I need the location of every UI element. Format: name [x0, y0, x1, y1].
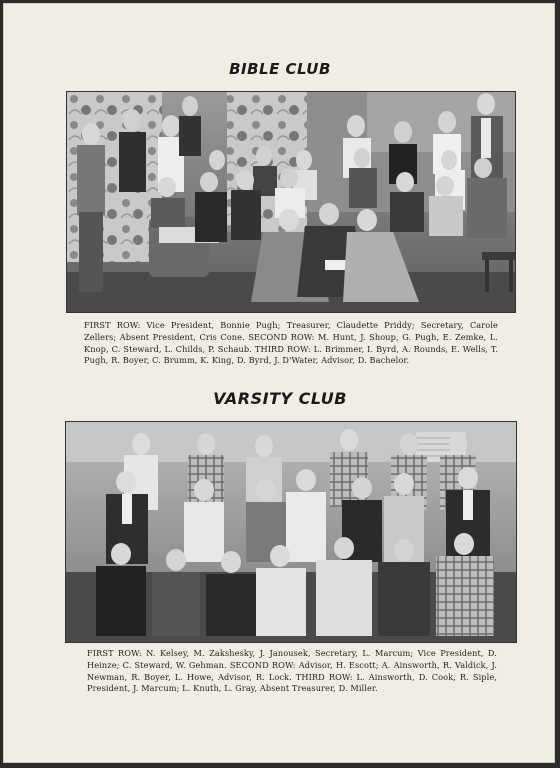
varsity-club-photo: [65, 421, 517, 643]
bible-club-photo: [66, 91, 516, 313]
bible-club-heading: BIBLE CLUB: [229, 60, 331, 78]
varsity-club-heading: VARSITY CLUB: [213, 389, 347, 408]
yearbook-page: [3, 3, 555, 763]
varsity-club-caption: FIRST ROW: N. Kelsey, M. Zakshesky, J. Janousek, Secretary, L. Marcum; Vice President, D. Heinze; C. Steward, W. Gehman. SECOND ROW: Advisor, H. Escott; A. Ainsworth, R. Valdick, J. Newman, R. Boyer, L. Howe, Advisor, R. Lock. THIRD ROW: L. Ainsworth, D. Cook, R. Siple, President, J. Marcum; L. Knuth, L. Gray, Absent Treasurer, D. Miller.: [87, 648, 497, 694]
bible-club-caption: FIRST ROW: Vice President, Bonnie Pugh; Treasurer, Claudette Priddy; Secretary, Carole Zellers; Absent President, Cris Cone. SECOND ROW: M. Hunt, J. Shoup, G. Pugh, E. Zemke, L. Knop, C. Steward, L. Childs, P. Schaub. THIRD ROW: L. Brimmer, I. Byrd, A. Rounds, E. Wells, T. Pugh, R. Boyer, C. Brumm, K. King, D. Byrd, J. D'Water, Advisor, D. Bachelor.: [84, 320, 498, 366]
